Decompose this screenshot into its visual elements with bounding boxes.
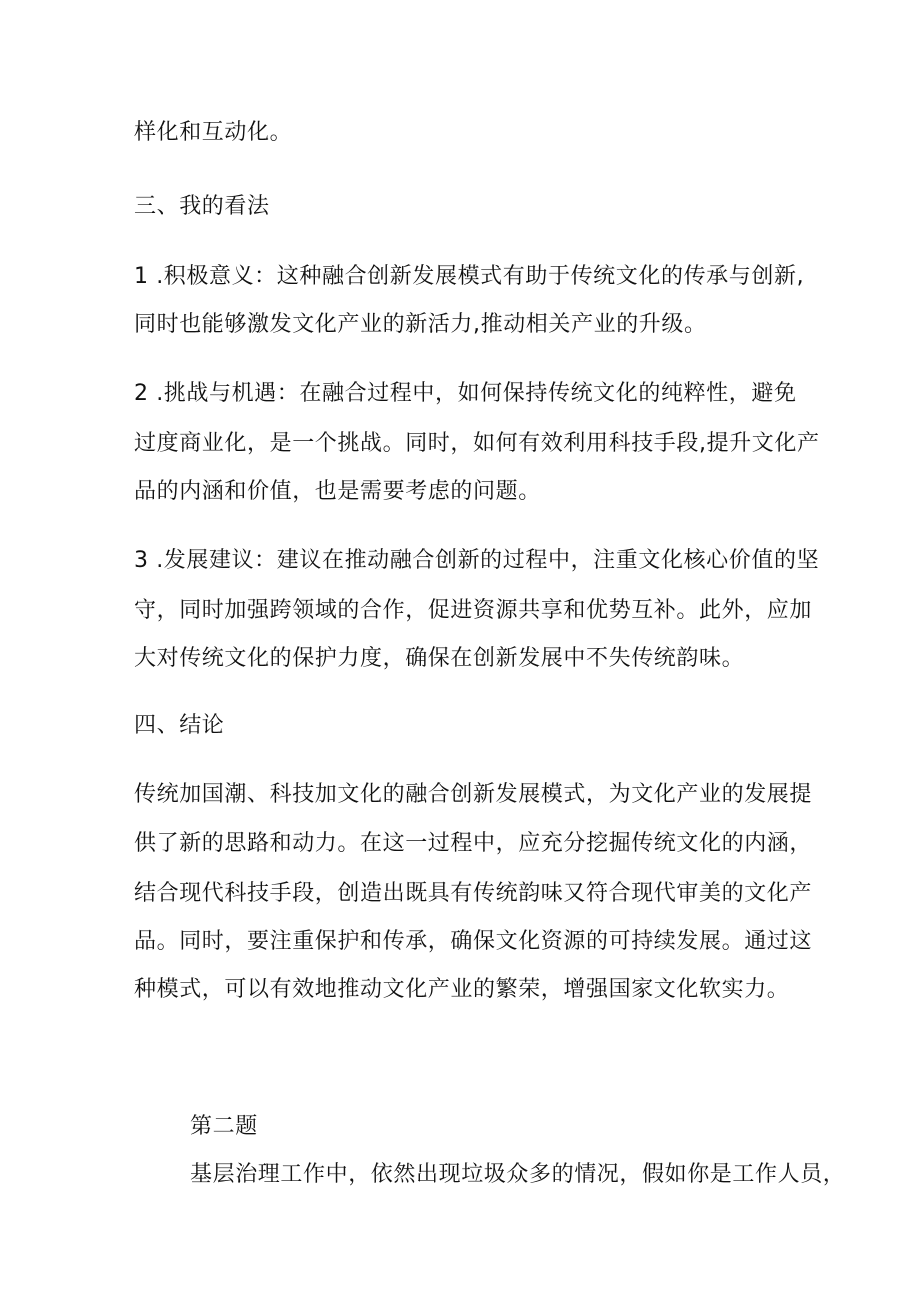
continuation-line: 样化和互动化。 (134, 120, 293, 145)
point-3-line-3: 大对传统文化的保护力度，确保在创新发展中不失传统韵味。 (134, 646, 745, 671)
question-2-line-1: 基层治理工作中，依然出现垃圾众多的情况，假如你是工作人员， (190, 1162, 846, 1187)
point-2-line-1: 2 .挑战与机遇：在融合过程中，如何保持传统文化的纯粹性，避免 (134, 381, 797, 406)
conclusion-line-2: 供了新的思路和动力。在这一过程中，应充分挖掘传统文化的内涵， (134, 831, 813, 856)
point-3-line-1: 3 .发展建议：建议在推动融合创新的过程中，注重文化核心价值的坚 (134, 548, 820, 573)
section-heading-conclusion: 四、结论 (134, 713, 225, 738)
point-3-line-2: 守，同时加强跨领域的合作，促进资源共享和优势互补。此外，应加 (134, 598, 813, 623)
conclusion-line-5: 种模式，可以有效地推动文化产业的繁荣，增强国家文化软实力。 (134, 977, 790, 1002)
conclusion-line-1: 传统加国潮、科技加文化的融合创新发展模式，为文化产业的发展提 (134, 782, 813, 807)
point-2-line-3: 品的内涵和价值，也是需要考虑的问题。 (134, 479, 541, 504)
conclusion-line-3: 结合现代科技手段，创造出既具有传统韵味又符合现代审美的文化产 (134, 881, 813, 906)
point-2-line-2: 过度商业化，是一个挑战。同时，如何有效利用科技手段,提升文化产 (134, 431, 820, 456)
conclusion-line-4: 品。同时，要注重保护和传承，确保文化资源的可持续发展。通过这 (134, 929, 813, 954)
point-1-line-1: 1 .积极意义：这种融合创新发展模式有助于传统文化的传承与创新, (134, 264, 805, 289)
question-2-title: 第二题 (190, 1114, 258, 1139)
section-heading-my-view: 三、我的看法 (134, 194, 270, 219)
point-1-line-2: 同时也能够激发文化产业的新活力,推动相关产业的升级。 (134, 312, 707, 337)
